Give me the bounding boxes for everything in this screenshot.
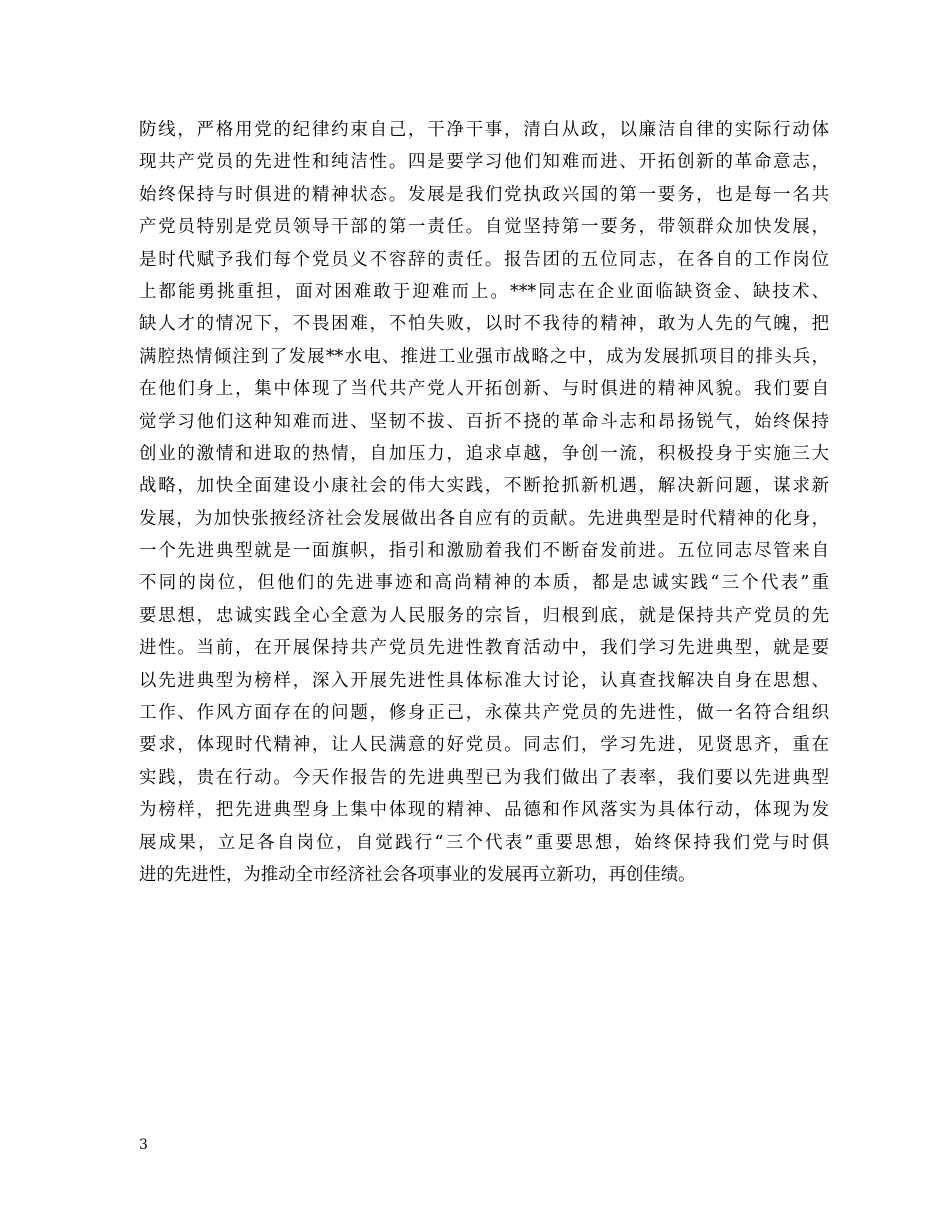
page-number: 3	[139, 1137, 148, 1153]
text-line: 不同的岗位，但他们的先进事迹和高尚精神的本质，都是忠诚实践“三个代表”重	[139, 573, 829, 594]
text-line: 觉学习他们这种知难而进、坚韧不拔、百折不挠的革命斗志和昂扬锐气，始终保持	[139, 411, 829, 432]
text-line: 缺人才的情况下，不畏困难，不怕失败，以时不我待的精神，敢为人先的气魄，把	[139, 314, 829, 335]
text-line: 满腔热情倾注到了发展**水电、推进工业强市战略之中，成为发展抓项目的排头兵，	[139, 346, 829, 367]
text-line: 要思想，忠诚实践全心全意为人民服务的宗旨，归根到底，就是保持共产党员的先	[139, 605, 829, 626]
text-line: 始终保持与时俱进的精神状态。发展是我们党执政兴国的第一要务，也是每一名共	[139, 184, 829, 205]
text-line: 工作、作风方面存在的问题，修身正己，永葆共产党员的先进性，做一名符合组织	[139, 703, 829, 724]
text-line: 要求，体现时代精神，让人民满意的好党员。同志们，学习先进，见贤思齐，重在	[139, 735, 829, 756]
text-line: 实践，贵在行动。今天作报告的先进典型已为我们做出了表率，我们要以先进典型	[139, 767, 829, 788]
text-line: 战略，加快全面建设小康社会的伟大实践，不断抢抓新机遇，解决新问题，谋求新	[139, 476, 829, 497]
text-line: 进性。当前，在开展保持共产党员先进性教育活动中，我们学习先进典型，就是要	[139, 638, 829, 659]
text-line: 展成果，立足各自岗位，自觉践行“三个代表”重要思想，始终保持我们党与时俱	[139, 832, 829, 853]
text-line: 以先进典型为榜样，深入开展先进性具体标准大讨论，认真查找解决自身在思想、	[139, 670, 829, 691]
text-line: 现共产党员的先进性和纯洁性。四是要学习他们知难而进、开拓创新的革命意志，	[139, 152, 829, 173]
text-line: 防线，严格用党的纪律约束自己，干净干事，清白从政，以廉洁自律的实际行动体	[139, 120, 829, 140]
text-line: 为榜样，把先进典型身上集中体现的精神、品德和作风落实为具体行动，体现为发	[139, 800, 829, 821]
text-line: 产党员特别是党员领导干部的第一责任。自觉坚持第一要务，带领群众加快发展，	[139, 217, 829, 238]
text-line: 一个先进典型就是一面旗帜，指引和激励着我们不断奋发前进。五位同志尽管来自	[139, 541, 829, 562]
text-line: 是时代赋予我们每个党员义不容辞的责任。报告团的五位同志，在各自的工作岗位	[139, 249, 829, 270]
text-line: 发展，为加快张掖经济社会发展做出各自应有的贡献。先进典型是时代精神的化身，	[139, 508, 829, 529]
text-line: 创业的激情和进取的热情，自加压力，追求卓越，争创一流，积极投身于实施三大	[139, 443, 829, 464]
text-line: 在他们身上，集中体现了当代共产党人开拓创新、与时俱进的精神风貌。我们要自	[139, 379, 829, 400]
text-line: 进的先进性，为推动全市经济社会各项事业的发展再立新功，再创佳绩。	[139, 864, 696, 885]
body-paragraph	[139, 114, 829, 891]
text-line: 上都能勇挑重担，面对困难敢于迎难而上。***同志在企业面临缺资金、缺技术、	[139, 281, 829, 302]
